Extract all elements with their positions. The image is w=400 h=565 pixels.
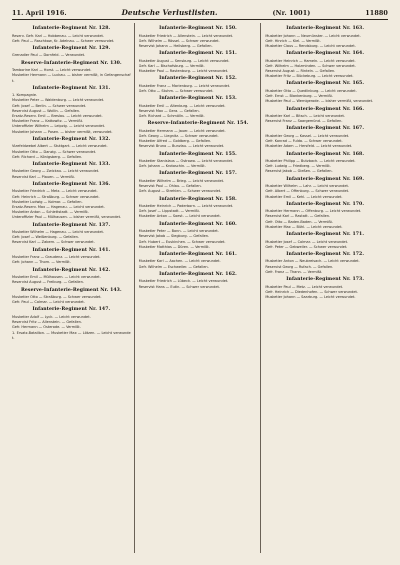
section-title: Infanterie-Regiment Nr. 147. — [32, 307, 111, 313]
casualty-entry: Gefr. Peter — Gebweiler. — Schwer verwundet. — [265, 243, 348, 249]
casualty-entry: Musketier Emil — Kehl. — Leicht verwundet. — [265, 193, 343, 199]
casualty-entry: Musketier Peter — Waldenburg. — Leicht verwundet. — [12, 97, 105, 103]
section-title: Infanterie-Regiment Nr. 136. — [32, 181, 111, 187]
casualty-entry: Gefr. Richard — Königsberg. — Gefallen. — [12, 153, 83, 159]
casualty-entry: Reservist Hans — Eutin. — Schwer verwundet. — [138, 283, 220, 289]
casualty-entry: Reservist Jakob — Gießen. — Gefallen. — [265, 168, 333, 174]
casualty-entry: Musketier Max — Bühl. — Leicht verwundet. — [265, 223, 343, 229]
header-date: 11. April 1916. — [12, 9, 67, 17]
header-issue: (Nr. 1001) — [272, 9, 311, 17]
casualty-entry: Gefr. Paul — Raschkow, Kr. Adelnau. — Schwer verwundet. — [12, 37, 115, 43]
casualty-entry: Musketier Adam — Hersfeld. — Leicht verwundet. — [265, 143, 353, 149]
casualty-entry: Musketier Georg — Kassel. — Leicht verwundet. — [265, 132, 350, 138]
casualty-entry: Musketier Claus — Rendsburg. — Leicht verwundet. — [265, 42, 356, 48]
casualty-entry: Gefr. Wilhelm — Rössel. — Schwer verwundet. — [138, 37, 220, 43]
casualty-entry: Musketier Franz — Graudenz. — Leicht verwundet. — [12, 254, 101, 260]
casualty-entry: Reservist Franz — Saargemünd. — Gefallen. — [265, 118, 343, 124]
section-title: Infanterie-Regiment Nr. 161. — [159, 251, 237, 257]
casualty-entry: Musketier Franz — Marienburg. — Leicht verwundet. — [138, 82, 231, 88]
section-title: Infanterie-Regiment Nr. 152. — [159, 76, 237, 82]
casualty-entry: Musketier Paul — Rastenburg. — Leicht verwundet. — [138, 68, 229, 74]
casualty-entry: Gefr. Heinrich — Diedenhofen. — Schwer verwundet. — [265, 288, 358, 294]
casualty-entry: Musketier Josef — Colmar. — Leicht verwundet. — [265, 238, 349, 244]
casualty-entry: Musketier Ludwig — Kolmar. — Gefallen. — [12, 198, 83, 204]
casualty-entry: Musketier Emil — Mülhausen. — Leicht verwundet. — [12, 274, 101, 280]
casualty-entry: Musketier Fritz — Bückeburg. — Leicht verwundet. — [265, 73, 354, 79]
casualty-entry: Gefr. Hermann — Osterode. — Vermißt. — [12, 324, 81, 330]
casualty-entry: Reservist August — Wollin. — Gefallen. — [12, 107, 81, 113]
section-title: Infanterie-Regiment Nr. 132. — [32, 136, 111, 142]
casualty-entry: Reservist Karl — Plauen. — Vermißt. — [12, 173, 76, 179]
casualty-entry: Musketier Friedrich — Lübeck. — Leicht verwundet. — [138, 278, 229, 284]
section-title: Infanterie-Regiment Nr. 165. — [286, 81, 365, 87]
casualty-entry: Musketier Anton — Schlettstadt. — Vermißt. — [12, 209, 89, 215]
casualty-entry: Tamborine Karl — Horst. — Leicht verwundet. — [12, 67, 92, 73]
section-title: Infanterie-Regiment Nr. 150. — [159, 26, 237, 31]
casualty-entry: Gefr. August — Strehlen. — Schwer verwundet. — [138, 188, 222, 194]
casualty-entry: Musketier August — Sensburg. — Leicht verwundet. — [138, 57, 230, 63]
casualty-entry: Musketier Hermann — Jauer. — Leicht verwundet. — [138, 127, 226, 133]
casualty-entry: Musketier Paul — Metz. — Leicht verwundet. — [265, 283, 344, 289]
section-title: Reserve-Infanterie-Regiment Nr. 130. — [20, 60, 122, 66]
section-title: Infanterie-Regiment Nr. 170. — [286, 201, 365, 207]
text-columns — [12, 23, 388, 553]
casualty-entry: Unteroffizier Wilhelm — Leipzig. — Leicht verwundet. — [12, 123, 106, 129]
casualty-entry: Gefr. Johann — Thorn. — Vermißt. — [12, 259, 71, 265]
column-1 — [12, 23, 135, 553]
casualty-entry: Musketier Emil — Altenburg. — Leicht verwundet. — [138, 102, 226, 108]
casualty-entry: Reservist Karl — Rastatt. — Gefallen. — [265, 213, 331, 219]
casualty-entry: Gefr. Hinrich — Kiel. — Vermißt. — [265, 37, 321, 43]
casualty-entry: Musketier Johann — Saarburg. — Leicht verwundet. — [265, 294, 356, 299]
casualty-entry: Musketier Wilhelm — Hagenau. — Leicht verwundet. — [12, 229, 104, 235]
section-title: Infanterie-Regiment Nr. 168. — [286, 151, 365, 157]
casualty-entry: Musketier Otto — Danzig. — Schwer verwundet. — [12, 148, 97, 154]
casualty-entry: Reservist Max — Gera. — Gefallen. — [138, 107, 200, 113]
section-title: Infanterie-Regiment Nr. 141. — [32, 247, 111, 253]
casualty-entry: Reservist Paul — Ohlau. — Gefallen. — [138, 183, 202, 189]
casualty-entry: Gefr. Johann — Krotoschin. — Vermißt. — [138, 163, 206, 169]
casualty-entry: Ersatz-Reserv. Emil — Breslau. — Leicht verwundet. — [12, 113, 103, 119]
section-title: Infanterie-Regiment Nr. 172. — [286, 251, 365, 257]
casualty-entry: Musketier Georg — Zwickau. — Leicht verwundet. — [12, 168, 100, 174]
casualty-entry: Musketier Wilhelm — Brieg. — Leicht verwundet. — [138, 177, 225, 183]
casualty-entry: Musketier Philipp — Butzbach. — Leicht verwundet. — [265, 158, 356, 164]
casualty-entry: Reserv. Gefr. Karl — Hobbenau. — Leicht verwundet. — [12, 32, 104, 38]
section-title: Infanterie-Regiment Nr. 166. — [286, 106, 365, 112]
casualty-entry: Vizefeldwebel Albert — Stuttgart. — Leicht verwundet. — [12, 143, 108, 149]
casualty-entry: Gefr. Ludwig — Friedberg. — Vermißt. — [265, 163, 331, 169]
casualty-entry: Musketier Wilhelm — Lahr. — Leicht verwundet. — [265, 183, 349, 189]
header-title: Deutsche Verlustlisten. — [121, 8, 218, 17]
casualty-entry: Musketier Hermann — Offenburg. — Leicht verwundet. — [265, 208, 362, 214]
header-page-number: 11880 — [365, 9, 388, 17]
casualty-entry: Musketier Anton — Neubreisach. — Leicht verwundet. — [265, 258, 360, 264]
casualty-entry: Musketier Karl — Bitsch. — Leicht verwundet. — [265, 113, 345, 119]
casualty-entry: Gefr. Franz — Thann. — Vermißt. — [265, 268, 323, 274]
casualty-entry: 1. Ersatz-Bataillon. — Musketier Max — Lötzen. — Leicht verwundet. — [12, 329, 131, 340]
section-title: Infanterie-Regiment Nr. 173. — [286, 277, 365, 283]
section-title: Infanterie-Regiment Nr. 169. — [286, 176, 365, 182]
casualty-entry: Musketier Peter — Bonn. — Leicht verwundet. — [138, 228, 219, 234]
casualty-entry: Musketier Heinrich — Paderborn. — Leicht verwundet. — [138, 203, 234, 209]
section-title: Infanterie-Regiment Nr. 151. — [159, 51, 237, 57]
casualty-entry: Musketier Friedrich — Metz. — Leicht verwundet. — [12, 188, 98, 194]
casualty-entry: Gefr. Konrad — Fulda. — Schwer verwundet. — [265, 138, 343, 144]
section-title: Infanterie-Regiment Nr. 133. — [32, 161, 111, 167]
casualty-entry: Musketier Adolf — Lyck. — Leicht verwundet. — [12, 313, 91, 319]
page-header — [12, 8, 388, 20]
casualty-entry: Musketier Johann — Neumünster. — Leicht verwundet. — [265, 32, 361, 38]
casualty-entry: Gefr. Richard — Schmölln. — Vermißt. — [138, 113, 205, 119]
casualty-entry: Musketier Anton — Soest. — Leicht verwundet. — [138, 213, 221, 219]
casualty-entry: Ersatz-Reserv. Max — Hagenau. — Leicht verwundet. — [12, 203, 105, 209]
casualty-entry: Musketier Otto — Quedlinburg. — Leicht verwundet. — [265, 87, 357, 93]
casualty-entry: Gefr. Heinrich — Straßburg. — Schwer verwundet. — [12, 193, 100, 199]
section-title: Infanterie-Regiment Nr. 157. — [159, 171, 237, 177]
section-title: Reserve-Infanterie-Regiment Nr. 143. — [20, 287, 122, 293]
casualty-entry: Gefr. Josef — Berlin. — Schwer verwundet. — [12, 102, 87, 108]
column-3 — [265, 23, 388, 553]
casualty-entry: Reservist Bruno — Bunzlau. — Leicht verwundet. — [138, 143, 225, 149]
casualty-entry: Musketier Karl — Aachen. — Leicht verwundet. — [138, 258, 221, 264]
casualty-entry: Musketier Heinrich — Hameln. — Leicht verwundet. — [265, 57, 356, 63]
casualty-entry: Gefr. Josef — Weißenburg. — Gefallen. — [12, 234, 79, 240]
section-title: Reserve-Infanterie-Regiment Nr. 154. — [147, 121, 249, 127]
casualty-entry: Gefr. Albert — Offenburg. — Schwer verwundet. — [265, 188, 350, 194]
column-2 — [139, 23, 262, 553]
section-title: Infanterie-Regiment Nr. 153. — [159, 96, 237, 102]
casualty-entry: Musketier Alfred — Goldberg. — Gefallen. — [138, 138, 212, 144]
section-title: Infanterie-Regiment Nr. 160. — [159, 221, 237, 227]
casualty-entry: Gefr. Hubert — Euskirchen. — Schwer verwundet. — [138, 238, 226, 244]
section-title: Infanterie-Regiment Nr. 142. — [32, 267, 111, 273]
casualty-entry: Musketier Otto — Straßburg. — Schwer verwundet. — [12, 294, 102, 299]
casualty-entry: Musketier Friedrich — Allenstein. — Leicht verwundet. — [138, 32, 234, 38]
casualty-entry: Musketier Hermann — Luckau. — bisher vermißt, in Gefangenschaft. — [12, 72, 131, 83]
casualty-entry: Musketier Paul — Wernigerode. — bisher vermißt, verwundet. — [265, 98, 374, 104]
section-title: Infanterie-Regiment Nr. 164. — [286, 51, 365, 57]
section-title: Infanterie-Regiment Nr. 137. — [32, 222, 111, 228]
section-title: Infanterie-Regiment Nr. 158. — [159, 196, 237, 202]
section-title: Infanterie-Regiment Nr. 171. — [286, 232, 365, 238]
casualty-entry: Reservist August — Freiburg. — Gefallen. — [12, 279, 84, 285]
section-title: Infanterie-Regiment Nr. 129. — [32, 45, 111, 51]
casualty-entry: Musketier Stanislaus — Ostrowo. — Leicht verwundet. — [138, 158, 234, 164]
casualty-entry: Grenadier Paul — Dornfeld. — Verwundet. — [12, 52, 86, 58]
casualty-entry: Gefr. Wilhelm — Eschweiler. — Gefallen. — [138, 263, 209, 269]
casualty-entry: Reservist Karl — Zabern. — Schwer verwundet. — [12, 239, 95, 245]
casualty-entry: Gefr. Paul — Colmar. — Leicht verwundet. — [12, 299, 85, 305]
casualty-entry: 1. Kompagnie. — [12, 92, 38, 98]
casualty-entry: Gefr. Otto — Stuhm. — Schwer verwundet. — [138, 87, 214, 93]
casualty-entry: Gefr. Wilhelm — Holzminden. — Schwer verwundet. — [265, 62, 356, 68]
casualty-entry: Gefr. Karl — Bischofsburg. — Vermißt. — [138, 62, 205, 68]
casualty-entry: Reservist Jakob — Siegburg. — Gefallen. — [138, 233, 210, 239]
casualty-entry: Gefr. Otto — Baden-Baden. — Vermißt. — [265, 218, 334, 224]
casualty-entry: Reservist August — Rinteln. — Gefallen. — [265, 68, 336, 74]
casualty-entry: Gefr. Josef — Lippstadt. — Vermißt. — [138, 208, 200, 214]
section-title: Infanterie-Regiment Nr. 155. — [159, 151, 237, 157]
casualty-entry: Gefr. Georg — Liegnitz. — Schwer verwundet. — [138, 132, 219, 138]
casualty-entry: Reservist Fritz — Allenstein. — Gefallen. — [12, 319, 83, 325]
section-title: Infanterie-Regiment Nr. 163. — [286, 26, 365, 31]
section-title: Infanterie-Regiment Nr. 128. — [32, 26, 111, 31]
casualty-entry: Gefr. Ernst — Blankenburg. — Vermißt. — [265, 93, 334, 99]
casualty-entry: Musketier Johann — Posen. — bisher vermißt, verwundet. — [12, 128, 113, 134]
casualty-entry: Reservist Johann — Heilsberg. — Gefallen. — [138, 42, 213, 48]
section-title: Infanterie-Regiment Nr. 131. — [32, 85, 111, 91]
casualty-entry: Unteroffizier Paul — Mülhausen. — bisher vermißt, verwundet. — [12, 214, 122, 220]
section-title: Infanterie-Regiment Nr. 167. — [286, 126, 365, 132]
casualty-entry: Musketier Matthias — Düren. — Vermißt. — [138, 243, 210, 249]
section-title: Infanterie-Regiment Nr. 162. — [159, 271, 237, 277]
casualty-entry: Reservist Georg — Rufach. — Gefallen. — [265, 263, 334, 269]
casualty-entry: Musketier Franz — Kattowitz. — Vermißt. — [12, 118, 84, 124]
